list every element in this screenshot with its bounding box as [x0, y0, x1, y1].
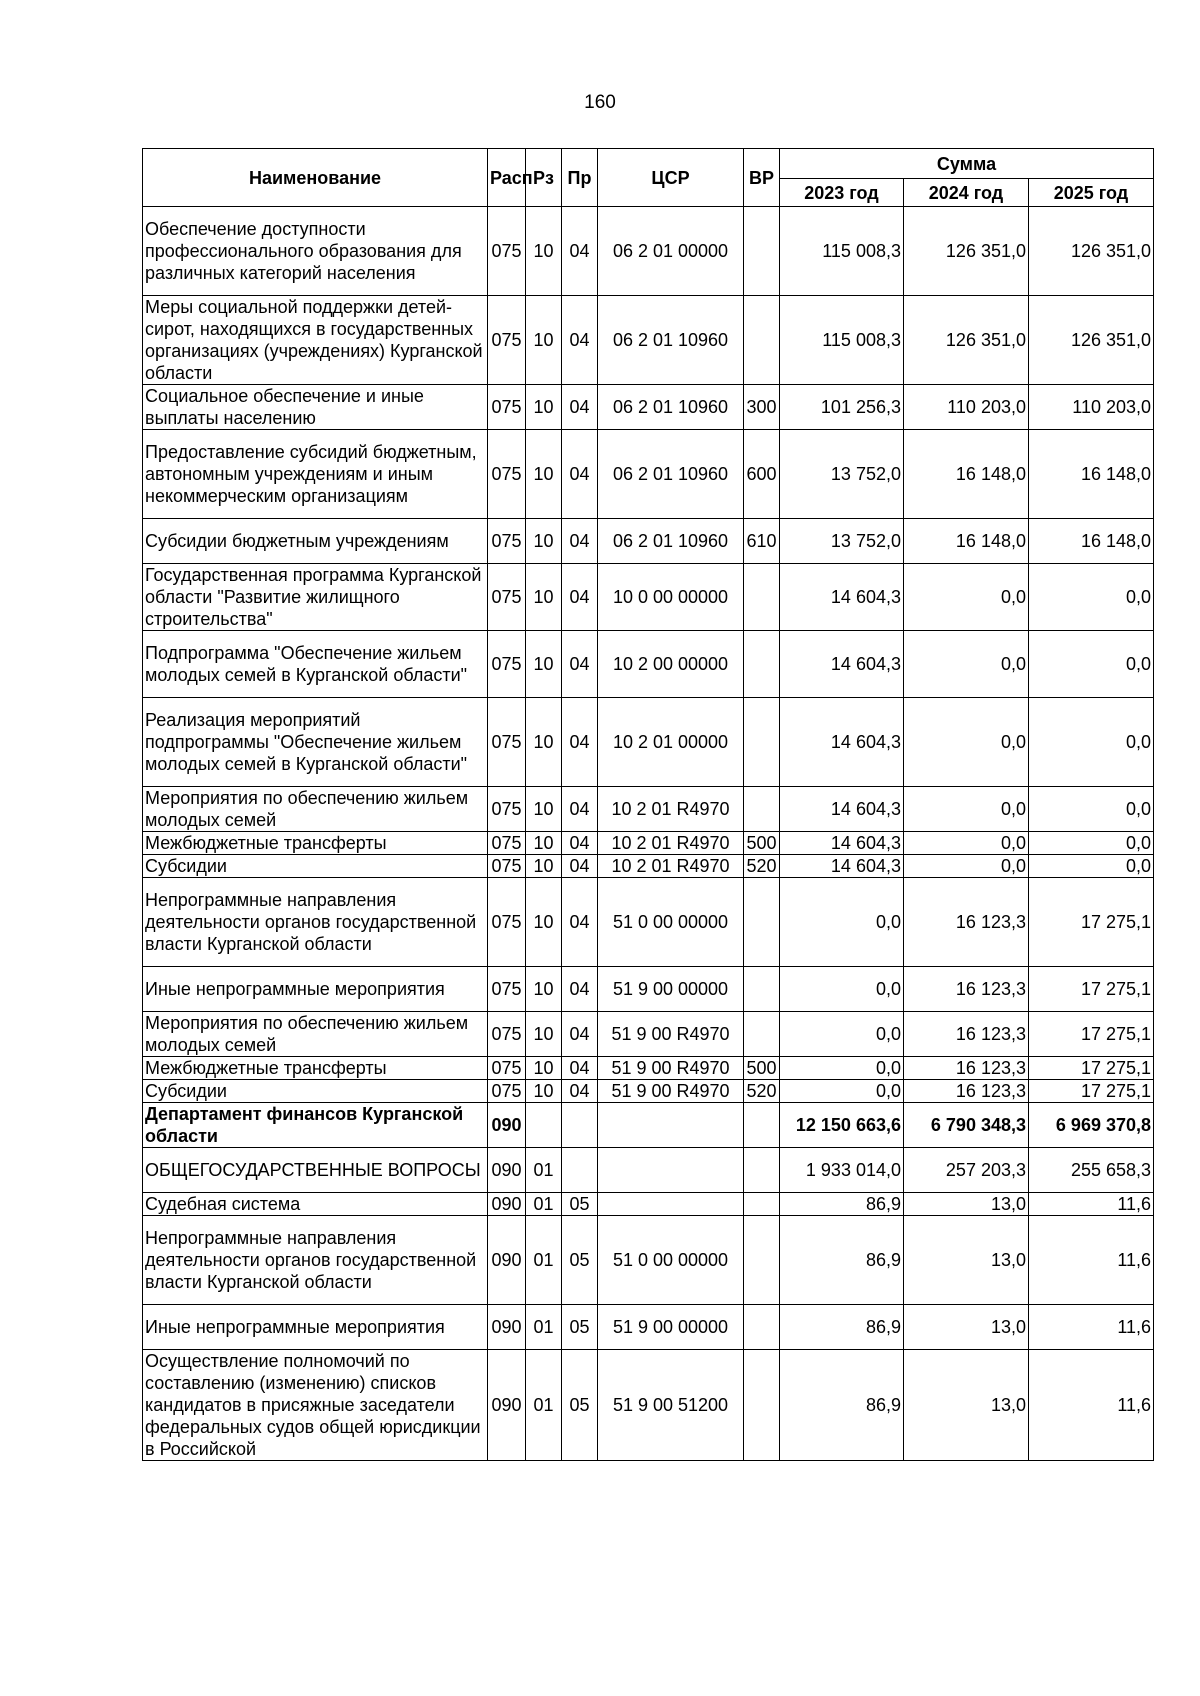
cell-2024: 0,0	[904, 631, 1029, 698]
cell-rz: 10	[526, 296, 562, 385]
cell-vr: 500	[744, 832, 780, 855]
cell-name: Подпрограмма "Обеспечение жильем молодых семей в Курганской области"	[143, 631, 488, 698]
cell-name: Иные непрограммные мероприятия	[143, 967, 488, 1012]
cell-csr: 51 9 00 R4970	[598, 1012, 744, 1057]
cell-2025: 11,6	[1029, 1193, 1154, 1216]
cell-2023: 115 008,3	[780, 207, 904, 296]
cell-rasp: 075	[488, 787, 526, 832]
cell-2025: 16 148,0	[1029, 519, 1154, 564]
cell-pr: 04	[562, 832, 598, 855]
cell-2023: 0,0	[780, 1012, 904, 1057]
cell-pr: 04	[562, 967, 598, 1012]
cell-2024: 16 123,3	[904, 967, 1029, 1012]
table-row	[143, 631, 1154, 698]
cell-rasp: 075	[488, 430, 526, 519]
cell-pr: 04	[562, 385, 598, 430]
cell-rasp: 075	[488, 832, 526, 855]
cell-vr	[744, 1193, 780, 1216]
cell-rz: 10	[526, 564, 562, 631]
cell-rz: 01	[526, 1148, 562, 1193]
cell-csr: 51 9 00 R4970	[598, 1057, 744, 1080]
cell-2023: 86,9	[780, 1216, 904, 1305]
cell-name: Судебная система	[143, 1193, 488, 1216]
cell-pr: 04	[562, 564, 598, 631]
cell-name: Социальное обеспечение и иные выплаты населению	[143, 385, 488, 430]
table-row	[143, 1193, 1154, 1216]
cell-pr: 05	[562, 1305, 598, 1350]
table-row	[143, 1012, 1154, 1057]
cell-csr: 10 2 01 R4970	[598, 832, 744, 855]
cell-2023: 14 604,3	[780, 855, 904, 878]
cell-csr: 10 0 00 00000	[598, 564, 744, 631]
cell-2024: 13,0	[904, 1350, 1029, 1461]
cell-vr	[744, 296, 780, 385]
cell-rz: 10	[526, 207, 562, 296]
cell-name: Меры социальной поддержки детей-сирот, находящихся в государственных организациях (учреждениях) Курганской области	[143, 296, 488, 385]
cell-2023: 86,9	[780, 1305, 904, 1350]
cell-2025: 17 275,1	[1029, 1057, 1154, 1080]
cell-name: Иные непрограммные мероприятия	[143, 1305, 488, 1350]
cell-pr: 04	[562, 296, 598, 385]
cell-vr	[744, 698, 780, 787]
cell-2025: 11,6	[1029, 1305, 1154, 1350]
cell-rz: 10	[526, 430, 562, 519]
cell-2024: 16 123,3	[904, 1012, 1029, 1057]
cell-2024: 16 123,3	[904, 1057, 1029, 1080]
table-row	[143, 1080, 1154, 1103]
cell-2024: 0,0	[904, 832, 1029, 855]
cell-csr: 10 2 01 R4970	[598, 855, 744, 878]
cell-2023: 0,0	[780, 1057, 904, 1080]
cell-csr	[598, 1103, 744, 1148]
cell-2025: 0,0	[1029, 698, 1154, 787]
cell-pr: 05	[562, 1193, 598, 1216]
cell-csr: 10 2 01 00000	[598, 698, 744, 787]
cell-pr: 04	[562, 698, 598, 787]
table-row	[143, 519, 1154, 564]
cell-pr	[562, 1148, 598, 1193]
cell-2025: 0,0	[1029, 564, 1154, 631]
table-row	[143, 832, 1154, 855]
header-2025: 2025 год	[1029, 179, 1154, 207]
cell-rz: 10	[526, 855, 562, 878]
cell-pr: 04	[562, 631, 598, 698]
cell-csr: 51 9 00 00000	[598, 1305, 744, 1350]
cell-csr: 06 2 01 10960	[598, 385, 744, 430]
cell-vr: 500	[744, 1057, 780, 1080]
cell-2024: 110 203,0	[904, 385, 1029, 430]
header-rasp: Расп	[488, 149, 526, 207]
cell-2023: 13 752,0	[780, 430, 904, 519]
table-row	[143, 878, 1154, 967]
cell-rasp: 090	[488, 1148, 526, 1193]
cell-2023: 101 256,3	[780, 385, 904, 430]
cell-csr: 06 2 01 00000	[598, 207, 744, 296]
cell-vr	[744, 1305, 780, 1350]
cell-rasp: 090	[488, 1305, 526, 1350]
cell-rasp: 075	[488, 1057, 526, 1080]
cell-rz: 10	[526, 631, 562, 698]
cell-2024: 16 148,0	[904, 519, 1029, 564]
cell-2024: 16 148,0	[904, 430, 1029, 519]
cell-csr: 51 0 00 00000	[598, 878, 744, 967]
cell-2023: 14 604,3	[780, 631, 904, 698]
cell-2024: 13,0	[904, 1305, 1029, 1350]
cell-vr	[744, 787, 780, 832]
cell-vr	[744, 1148, 780, 1193]
cell-pr: 04	[562, 855, 598, 878]
header-name: Наименование	[143, 149, 488, 207]
cell-vr	[744, 564, 780, 631]
cell-name: Непрограммные направления деятельности органов государственной власти Курганской области	[143, 1216, 488, 1305]
cell-rz: 10	[526, 967, 562, 1012]
cell-vr	[744, 1012, 780, 1057]
cell-2024: 126 351,0	[904, 207, 1029, 296]
cell-2025: 11,6	[1029, 1350, 1154, 1461]
cell-csr: 06 2 01 10960	[598, 430, 744, 519]
cell-rasp: 075	[488, 1080, 526, 1103]
cell-csr: 51 9 00 R4970	[598, 1080, 744, 1103]
cell-2024: 126 351,0	[904, 296, 1029, 385]
cell-rz: 10	[526, 1057, 562, 1080]
header-sum: Сумма	[780, 149, 1154, 179]
cell-2025: 6 969 370,8	[1029, 1103, 1154, 1148]
cell-2024: 13,0	[904, 1193, 1029, 1216]
cell-rasp: 090	[488, 1350, 526, 1461]
table-row	[143, 855, 1154, 878]
cell-pr: 05	[562, 1350, 598, 1461]
cell-csr	[598, 1148, 744, 1193]
cell-rasp: 075	[488, 207, 526, 296]
cell-vr: 300	[744, 385, 780, 430]
budget-table	[142, 148, 1154, 1461]
cell-name: Реализация мероприятий подпрограммы "Обеспечение жильем молодых семей в Курганской области"	[143, 698, 488, 787]
cell-pr: 04	[562, 787, 598, 832]
cell-name: Обеспечение доступности профессионального образования для различных категорий населения	[143, 207, 488, 296]
cell-pr: 04	[562, 207, 598, 296]
cell-vr	[744, 967, 780, 1012]
table-row	[143, 1057, 1154, 1080]
table-row	[143, 1216, 1154, 1305]
cell-pr	[562, 1103, 598, 1148]
cell-vr: 520	[744, 855, 780, 878]
cell-name: Межбюджетные трансферты	[143, 1057, 488, 1080]
cell-rasp: 075	[488, 698, 526, 787]
cell-2025: 126 351,0	[1029, 207, 1154, 296]
cell-csr: 51 9 00 51200	[598, 1350, 744, 1461]
table-row	[143, 1148, 1154, 1193]
cell-rz: 10	[526, 519, 562, 564]
cell-name: Субсидии	[143, 855, 488, 878]
cell-rasp: 075	[488, 519, 526, 564]
cell-2024: 0,0	[904, 698, 1029, 787]
header-2024: 2024 год	[904, 179, 1029, 207]
cell-name: Мероприятия по обеспечению жильем молодых семей	[143, 787, 488, 832]
table-row	[143, 296, 1154, 385]
cell-2025: 11,6	[1029, 1216, 1154, 1305]
cell-2025: 0,0	[1029, 631, 1154, 698]
cell-2025: 17 275,1	[1029, 967, 1154, 1012]
cell-vr: 600	[744, 430, 780, 519]
cell-rasp: 075	[488, 564, 526, 631]
cell-2025: 0,0	[1029, 787, 1154, 832]
cell-rz: 10	[526, 878, 562, 967]
cell-2025: 17 275,1	[1029, 878, 1154, 967]
cell-name: Субсидии бюджетным учреждениям	[143, 519, 488, 564]
cell-2023: 86,9	[780, 1350, 904, 1461]
cell-2024: 16 123,3	[904, 1080, 1029, 1103]
cell-2025: 0,0	[1029, 832, 1154, 855]
cell-rasp: 075	[488, 967, 526, 1012]
cell-rz	[526, 1103, 562, 1148]
cell-2024: 6 790 348,3	[904, 1103, 1029, 1148]
cell-vr	[744, 1103, 780, 1148]
cell-csr	[598, 1193, 744, 1216]
cell-name: ОБЩЕГОСУДАРСТВЕННЫЕ ВОПРОСЫ	[143, 1148, 488, 1193]
cell-2023: 115 008,3	[780, 296, 904, 385]
cell-rz: 01	[526, 1305, 562, 1350]
cell-rasp: 090	[488, 1103, 526, 1148]
cell-rasp: 075	[488, 385, 526, 430]
cell-csr: 10 2 01 R4970	[598, 787, 744, 832]
cell-2024: 16 123,3	[904, 878, 1029, 967]
cell-rz: 10	[526, 787, 562, 832]
cell-vr: 610	[744, 519, 780, 564]
cell-name: Межбюджетные трансферты	[143, 832, 488, 855]
table-row	[143, 698, 1154, 787]
table-row	[143, 430, 1154, 519]
cell-rasp: 075	[488, 631, 526, 698]
cell-vr	[744, 878, 780, 967]
cell-rz: 01	[526, 1350, 562, 1461]
cell-2023: 0,0	[780, 1080, 904, 1103]
table-row	[143, 1305, 1154, 1350]
cell-rz: 01	[526, 1216, 562, 1305]
cell-2024: 257 203,3	[904, 1148, 1029, 1193]
cell-csr: 06 2 01 10960	[598, 519, 744, 564]
header-pr: Пр	[562, 149, 598, 207]
table-row	[143, 967, 1154, 1012]
cell-vr	[744, 1350, 780, 1461]
cell-rz: 10	[526, 385, 562, 430]
cell-rz: 10	[526, 698, 562, 787]
cell-rasp: 090	[488, 1193, 526, 1216]
table-row	[143, 787, 1154, 832]
cell-2025: 17 275,1	[1029, 1012, 1154, 1057]
cell-2023: 12 150 663,6	[780, 1103, 904, 1148]
cell-2024: 13,0	[904, 1216, 1029, 1305]
table-row	[143, 207, 1154, 296]
cell-2024: 0,0	[904, 787, 1029, 832]
cell-2023: 13 752,0	[780, 519, 904, 564]
table-row	[143, 1350, 1154, 1461]
cell-2023: 86,9	[780, 1193, 904, 1216]
cell-rz: 10	[526, 1012, 562, 1057]
cell-name: Осуществление полномочий по составлению (изменению) списков кандидатов в присяжные заседатели федеральных судов общей юрисдикции в Российской	[143, 1350, 488, 1461]
cell-csr: 10 2 00 00000	[598, 631, 744, 698]
cell-pr: 04	[562, 1080, 598, 1103]
cell-2023: 14 604,3	[780, 787, 904, 832]
cell-rasp: 075	[488, 296, 526, 385]
cell-2024: 0,0	[904, 855, 1029, 878]
table-row	[143, 1103, 1154, 1148]
cell-2025: 126 351,0	[1029, 296, 1154, 385]
cell-vr	[744, 1216, 780, 1305]
cell-rasp: 075	[488, 855, 526, 878]
cell-name: Предоставление субсидий бюджетным, автономным учреждениям и иным некоммерческим организациям	[143, 430, 488, 519]
cell-2023: 14 604,3	[780, 698, 904, 787]
cell-2025: 110 203,0	[1029, 385, 1154, 430]
cell-2025: 0,0	[1029, 855, 1154, 878]
cell-name: Мероприятия по обеспечению жильем молодых семей	[143, 1012, 488, 1057]
cell-2024: 0,0	[904, 564, 1029, 631]
header-vr: ВР	[744, 149, 780, 207]
cell-vr	[744, 207, 780, 296]
cell-2023: 1 933 014,0	[780, 1148, 904, 1193]
cell-name: Субсидии	[143, 1080, 488, 1103]
cell-pr: 04	[562, 430, 598, 519]
cell-csr: 06 2 01 10960	[598, 296, 744, 385]
header-csr: ЦСР	[598, 149, 744, 207]
page-number: 160	[584, 92, 616, 113]
cell-csr: 51 9 00 00000	[598, 967, 744, 1012]
cell-rz: 10	[526, 1080, 562, 1103]
cell-pr: 04	[562, 519, 598, 564]
cell-pr: 04	[562, 878, 598, 967]
cell-pr: 04	[562, 1012, 598, 1057]
cell-name: Департамент финансов Курганской области	[143, 1103, 488, 1148]
cell-2025: 17 275,1	[1029, 1080, 1154, 1103]
cell-2023: 0,0	[780, 967, 904, 1012]
cell-2025: 255 658,3	[1029, 1148, 1154, 1193]
cell-rz: 01	[526, 1193, 562, 1216]
cell-rasp: 075	[488, 1012, 526, 1057]
cell-rasp: 090	[488, 1216, 526, 1305]
cell-name: Непрограммные направления деятельности органов государственной власти Курганской области	[143, 878, 488, 967]
cell-2023: 14 604,3	[780, 832, 904, 855]
cell-csr: 51 0 00 00000	[598, 1216, 744, 1305]
cell-2023: 0,0	[780, 878, 904, 967]
cell-rasp: 075	[488, 878, 526, 967]
cell-vr	[744, 631, 780, 698]
cell-rz: 10	[526, 832, 562, 855]
cell-vr: 520	[744, 1080, 780, 1103]
header-2023: 2023 год	[780, 179, 904, 207]
cell-pr: 04	[562, 1057, 598, 1080]
cell-pr: 05	[562, 1216, 598, 1305]
cell-2025: 16 148,0	[1029, 430, 1154, 519]
table-row	[143, 385, 1154, 430]
cell-2023: 14 604,3	[780, 564, 904, 631]
header-rz: Рз	[526, 149, 562, 207]
table-row	[143, 564, 1154, 631]
cell-name: Государственная программа Курганской области "Развитие жилищного строительства"	[143, 564, 488, 631]
